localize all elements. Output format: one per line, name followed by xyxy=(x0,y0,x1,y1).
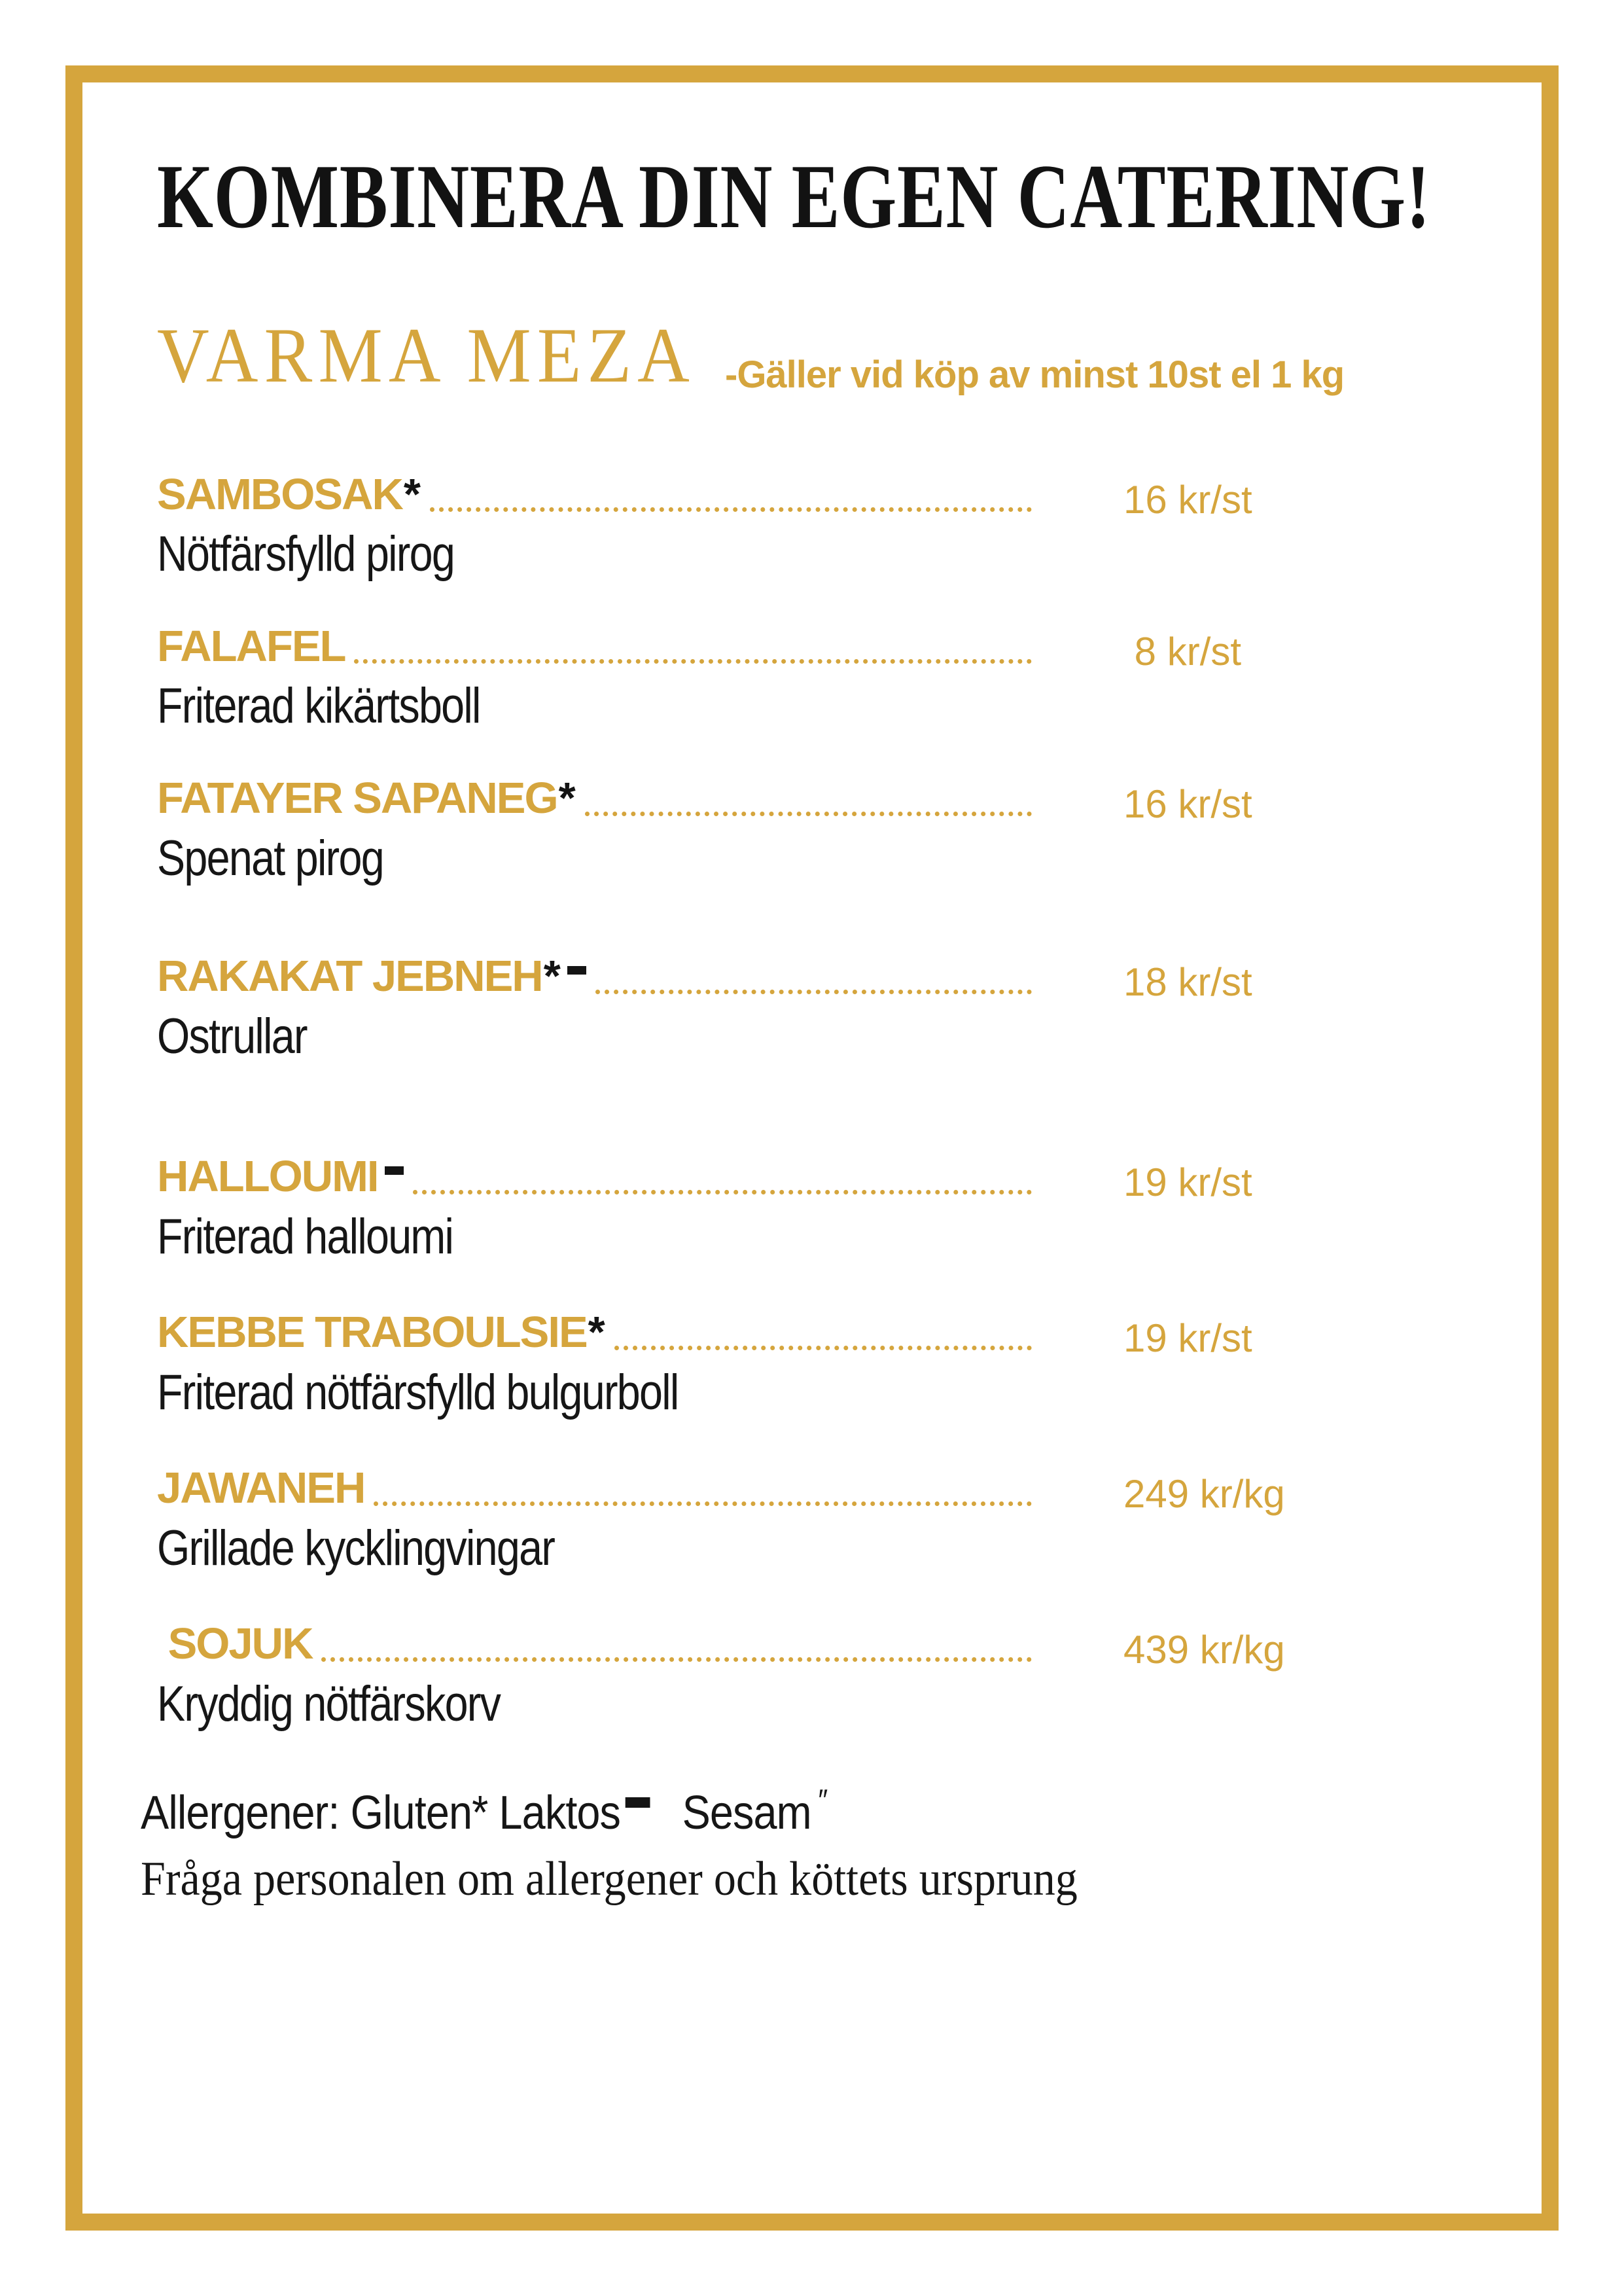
section-title: VARMA MEZA xyxy=(157,312,696,399)
allergen-sesam: Sesam xyxy=(682,1786,811,1839)
item-price: 8 kr/st xyxy=(1123,630,1242,674)
item-name: HALLOUMI xyxy=(157,1152,378,1202)
item-name: RAKAKAT JEBNEH xyxy=(157,952,542,1001)
menu-item-sojuk xyxy=(157,1618,1467,1733)
gluten-asterisk-marker: * xyxy=(543,952,561,1001)
item-description: Kryddig nötfärskorv xyxy=(157,1676,501,1732)
item-description: Ostrullar xyxy=(157,1008,307,1064)
menu-item-rakakat-jebneh xyxy=(157,950,1467,1066)
dotted-leader xyxy=(321,1657,1032,1662)
item-price: 16 kr/st xyxy=(1123,478,1252,522)
item-price: 19 kr/st xyxy=(1123,1316,1252,1360)
menu-item-line xyxy=(157,1618,1285,1672)
laktos-bar-marker-icon xyxy=(385,1166,404,1175)
dotted-leader xyxy=(595,990,1032,994)
laktos-bar-marker-icon xyxy=(625,1797,650,1808)
item-price: 16 kr/st xyxy=(1123,781,1252,826)
item-description: Nötfärsfylld pirog xyxy=(157,526,455,583)
menu-item-line xyxy=(157,1306,1252,1360)
allergen-laktos: Laktos xyxy=(499,1786,621,1839)
menu-item-falafel xyxy=(157,620,1467,736)
menu-content xyxy=(141,144,1467,1909)
laktos-bar-marker-icon xyxy=(567,966,586,975)
item-description: Grillade kycklingvingar xyxy=(157,1520,555,1576)
item-name: FALAFEL xyxy=(157,622,345,672)
item-description: Friterad halloumi xyxy=(157,1208,453,1265)
menu-item-line xyxy=(157,950,1252,1004)
item-name: FATAYER SAPANEG xyxy=(157,774,557,823)
footer-note: Fråga personalen om allergener och köttets ursprung xyxy=(141,1852,1078,1906)
gluten-asterisk-marker: * xyxy=(588,1308,605,1357)
menu-item-line xyxy=(157,1462,1285,1516)
allergen-gluten: Gluten* xyxy=(350,1786,488,1839)
section-heading xyxy=(157,308,1467,403)
gluten-asterisk-marker: * xyxy=(558,774,576,823)
dotted-leader xyxy=(413,1190,1032,1194)
allergen-label: Allergener: xyxy=(141,1786,340,1839)
item-price: 249 kr/kg xyxy=(1123,1471,1285,1516)
dotted-leader xyxy=(430,507,1032,512)
item-name: JAWANEH xyxy=(157,1463,365,1513)
item-name: KEBBE TRABOULSIE xyxy=(157,1308,587,1357)
menu-item-jawaneh xyxy=(157,1462,1467,1577)
dotted-leader xyxy=(614,1346,1032,1350)
sesam-prime-marker-icon: ″ xyxy=(818,1782,828,1817)
item-description: Friterad nötfärsfylld bulgurboll xyxy=(157,1364,679,1420)
item-name: SOJUK xyxy=(157,1619,313,1669)
menu-item-line xyxy=(157,469,1252,522)
menu-item-sambosak xyxy=(157,469,1467,584)
section-subtitle: -Gäller vid köp av minst 10st el 1 kg xyxy=(725,353,1345,396)
dotted-leader xyxy=(374,1501,1032,1506)
item-description: Spenat pirog xyxy=(157,830,383,886)
menu-item-fatayer-sapaneg xyxy=(157,772,1467,888)
page-title: KOMBINERA DIN EGEN CATERING! xyxy=(157,146,1431,247)
allergen-legend xyxy=(141,1782,1334,1841)
menu-item-line xyxy=(157,772,1252,826)
item-price: 18 kr/st xyxy=(1123,960,1252,1004)
item-name: SAMBOSAK xyxy=(157,470,402,519)
gluten-asterisk-marker: * xyxy=(403,470,421,519)
menu-item-line xyxy=(157,1151,1252,1204)
item-price: 439 kr/kg xyxy=(1123,1627,1285,1672)
menu-item-halloumi xyxy=(157,1151,1467,1266)
item-description: Friterad kikärtsboll xyxy=(157,678,480,734)
dotted-leader xyxy=(585,812,1032,816)
menu-item-line xyxy=(157,620,1242,674)
dotted-leader xyxy=(354,659,1032,664)
menu-item-kebbe-traboulsie xyxy=(157,1306,1467,1422)
item-price: 19 kr/st xyxy=(1123,1160,1252,1204)
menu-items-list xyxy=(157,469,1467,1734)
